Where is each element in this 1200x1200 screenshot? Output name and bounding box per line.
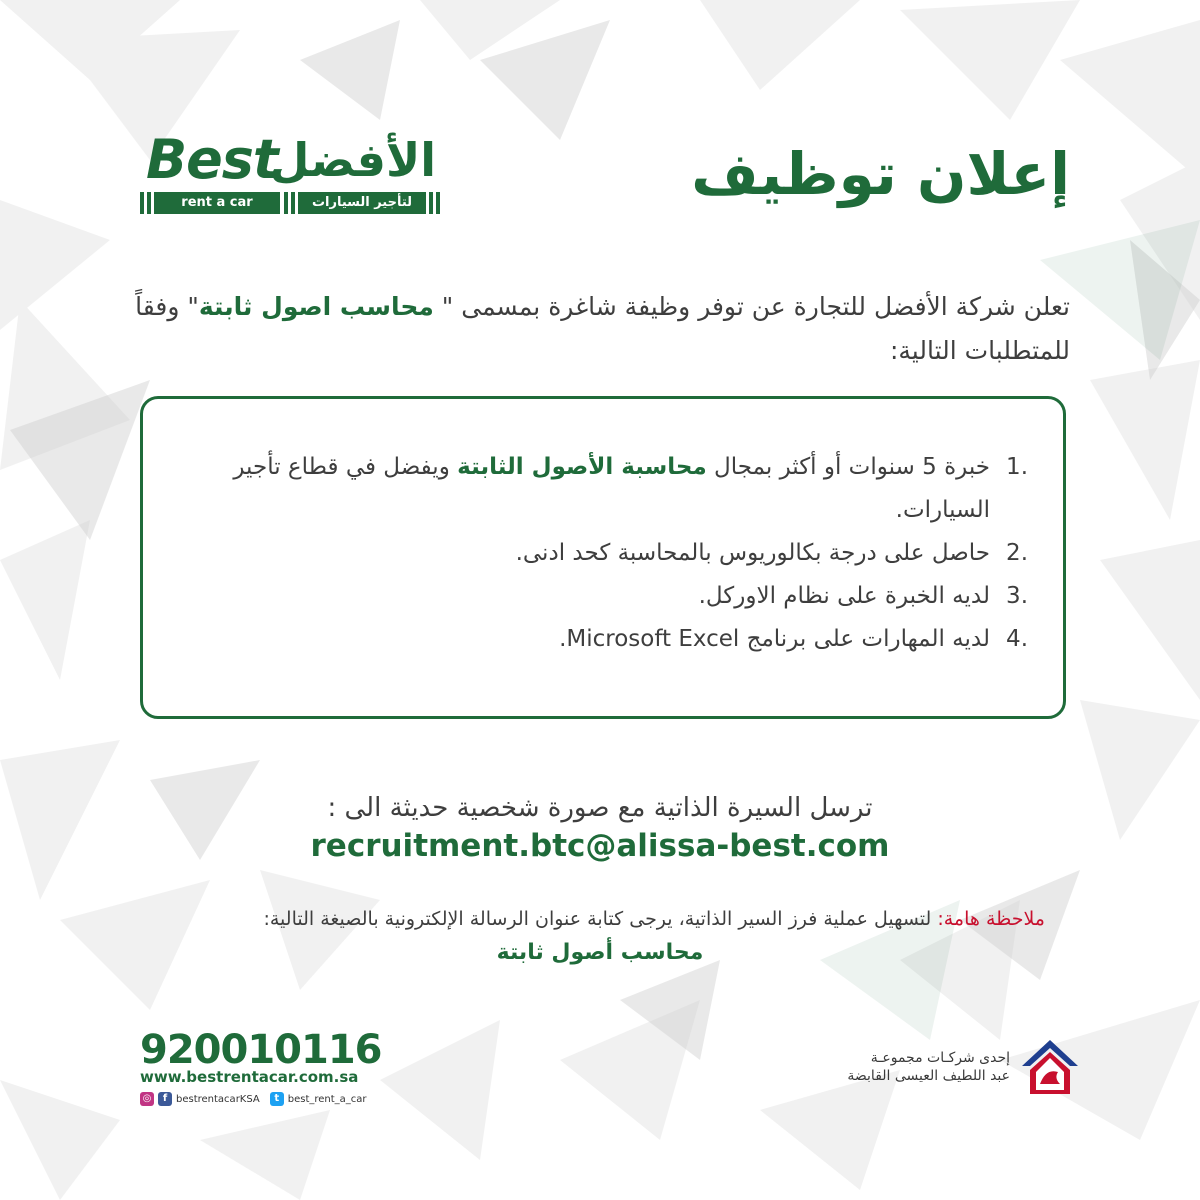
job-title: محاسب اصول ثابتة <box>198 292 434 321</box>
logo-tagline-en: rent a car <box>154 192 280 214</box>
logo-stripe <box>284 192 288 214</box>
requirement-text: حاصل على درجة بكالوريوس بالمحاسبة كحد ادنى. <box>515 540 990 566</box>
requirement-text: خبرة 5 سنوات أو أكثر بمجال <box>706 454 990 480</box>
social-links <box>140 1091 367 1107</box>
email-link[interactable]: recruitment.btc@alissa-best.com <box>310 828 890 864</box>
twitter-icon[interactable]: t <box>270 1092 284 1106</box>
twitter-handle[interactable]: best_rent_a_car <box>287 1093 367 1105</box>
group-text <box>847 1049 1010 1085</box>
group-emblem-icon <box>1020 1038 1080 1096</box>
logo-tagline-ar: لتأجير السيارات <box>298 192 426 214</box>
logo-latin-text: Best <box>146 128 278 191</box>
intro-paragraph <box>125 285 1070 373</box>
requirement-item <box>168 532 1028 575</box>
note-text: لتسهيل عملية فرز السير الذاتية، يرجى كتابة عنوان الرسالة الإلكترونية بالصيغة التالية: <box>263 908 938 930</box>
logo-stripe <box>436 192 440 214</box>
requirement-number: .3 <box>1006 583 1028 609</box>
logo-tagline-bar <box>140 192 440 214</box>
requirement-item <box>168 575 1028 618</box>
brand-logo <box>140 128 440 218</box>
logo-stripe <box>147 192 151 214</box>
requirement-text: لديه الخبرة على نظام الاوركل. <box>698 583 990 609</box>
apply-instructions: ترسل السيرة الذاتية مع صورة شخصية حديثة الى : <box>327 793 873 823</box>
logo-stripe <box>429 192 433 214</box>
requirement-item <box>168 446 1028 532</box>
requirement-text: لديه المهارات على برنامج Microsoft Excel. <box>559 626 990 652</box>
requirement-item <box>168 618 1028 661</box>
requirement-number: .1 <box>1006 454 1028 480</box>
requirement-number: .2 <box>1006 540 1028 566</box>
note-label: ملاحظة هامة: <box>937 908 1045 930</box>
requirements-list <box>168 446 1028 661</box>
important-note <box>263 908 1045 930</box>
intro-text-after: " وفقاً للمتطلبات التالية: <box>135 292 1070 365</box>
instagram-icon[interactable]: ◎ <box>140 1092 154 1106</box>
page-title: إعلان توظيف <box>691 140 1070 208</box>
group-line-2: عبد اللطيف العيسى القابضة <box>847 1068 1010 1084</box>
parent-group-logo <box>847 1038 1080 1096</box>
intro-text-before: تعلن شركة الأفضل للتجارة عن توفر وظيفة شاغرة بمسمى " <box>433 292 1070 321</box>
facebook-icon[interactable]: f <box>158 1092 172 1106</box>
logo-stripe <box>291 192 295 214</box>
requirements-box <box>140 396 1066 719</box>
group-line-1: إحدى شركـات مجموعـة <box>870 1050 1010 1066</box>
requirement-highlight: محاسبة الأصول الثابتة <box>457 454 707 480</box>
requirement-number: .4 <box>1006 626 1028 652</box>
facebook-handle[interactable]: bestrentacarKSA <box>176 1093 260 1105</box>
phone-number[interactable]: 920010116 <box>140 1027 382 1073</box>
requirement-text-after: ويفضل في قطاع تأجير السيارات. <box>233 454 990 523</box>
email-subject-format: محاسب أصول ثابتة <box>496 940 704 965</box>
website-link[interactable]: www.bestrentacar.com.sa <box>140 1068 359 1086</box>
logo-arabic-text: الأفضل <box>269 133 436 187</box>
logo-stripe <box>140 192 144 214</box>
